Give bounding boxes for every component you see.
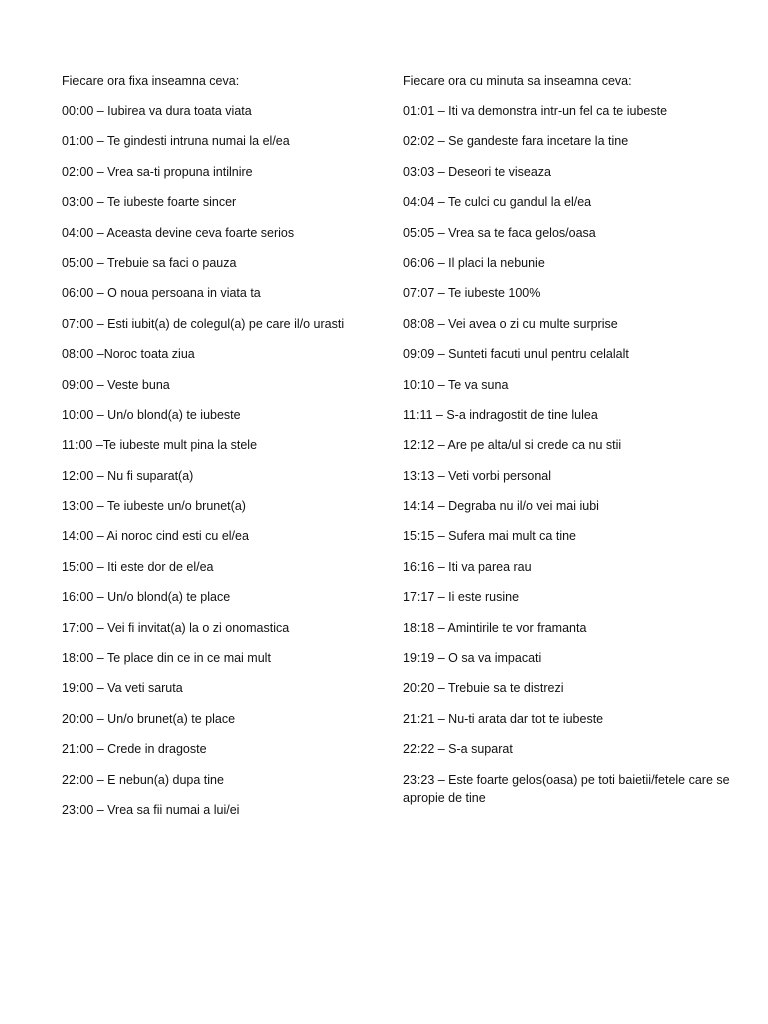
right-list-item: 02:02 – Se gandeste fara incetare la tine xyxy=(403,134,629,149)
right-list-item: 14:14 – Degraba nu il/o vei mai iubi xyxy=(403,499,599,514)
right-list xyxy=(403,102,748,807)
left-list-item: 03:00 – Te iubeste foarte sincer xyxy=(62,195,237,210)
left-list-item: 21:00 – Crede in dragoste xyxy=(62,742,207,757)
left-list-item: 14:00 – Ai noroc cind esti cu el/ea xyxy=(62,529,249,544)
left-list xyxy=(62,102,382,819)
right-list-item: 03:03 – Deseori te viseaza xyxy=(403,164,552,179)
right-list-item: 01:01 – Iti va demonstra intr-un fel ca te iubeste xyxy=(403,104,668,118)
left-list-item: 06:00 – O noua persoana in viata ta xyxy=(62,286,261,301)
right-list-item: 15:15 – Sufera mai mult ca tine xyxy=(403,529,577,544)
left-list-item: 08:00 –Noroc toata ziua xyxy=(62,347,195,362)
right-column xyxy=(403,72,748,819)
right-list-item: 08:08 – Vei avea o zi cu multe surprise xyxy=(403,316,618,331)
right-list-item: 13:13 – Veti vorbi personal xyxy=(403,468,552,483)
left-list-item: 04:00 – Aceasta devine ceva foarte serios xyxy=(62,225,295,240)
right-list-item: 20:20 – Trebuie sa te distrezi xyxy=(403,681,564,696)
left-list-item: 19:00 – Va veti saruta xyxy=(62,681,183,696)
left-list-item: 16:00 – Un/o blond(a) te place xyxy=(62,590,231,605)
left-column xyxy=(62,72,382,831)
right-list-item: 17:17 – Ii este rusine xyxy=(403,590,520,605)
right-list-item: 05:05 – Vrea sa te faca gelos/oasa xyxy=(403,225,596,240)
left-list-item: 17:00 – Vei fi invitat(a) la o zi onomastica xyxy=(62,620,290,635)
left-heading: Fiecare ora fixa inseamna ceva: xyxy=(62,74,240,88)
right-heading: Fiecare ora cu minuta sa inseamna ceva: xyxy=(403,74,632,88)
left-list-item: 11:00 –Te iubeste mult pina la stele xyxy=(62,438,258,453)
left-list-item: 10:00 – Un/o blond(a) te iubeste xyxy=(62,407,241,422)
left-list-item: 05:00 – Trebuie sa faci o pauza xyxy=(62,255,237,270)
left-list-item: 13:00 – Te iubeste un/o brunet(a) xyxy=(62,499,246,514)
left-list-item: 23:00 – Vrea sa fii numai a lui/ei xyxy=(62,802,240,817)
right-list-item: 06:06 – Il placi la nebunie xyxy=(403,255,545,270)
left-list-item: 02:00 – Vrea sa-ti propuna intilnire xyxy=(62,164,253,179)
right-list-item: 16:16 – Iti va parea rau xyxy=(403,559,532,574)
left-list-item: 15:00 – Iti este dor de el/ea xyxy=(62,559,214,574)
left-list-item: 20:00 – Un/o brunet(a) te place xyxy=(62,711,236,726)
left-list-item: 09:00 – Veste buna xyxy=(62,377,170,392)
left-list-item: 22:00 – E nebun(a) dupa tine xyxy=(62,772,224,787)
right-list-item: 12:12 – Are pe alta/ul si crede ca nu stii xyxy=(403,438,622,453)
left-list-item: 00:00 – Iubirea va dura toata viata xyxy=(62,104,252,118)
right-list-item: 11:11 – S-a indragostit de tine lulea xyxy=(403,407,598,422)
right-list-item: 23:23 – Este foarte gelos(oasa) pe toti baietii/fetele care se apropie de tine xyxy=(403,772,730,805)
right-list-item: 04:04 – Te culci cu gandul la el/ea xyxy=(403,195,592,210)
right-list-item: 10:10 – Te va suna xyxy=(403,377,509,392)
right-list-item: 22:22 – S-a suparat xyxy=(403,742,513,757)
left-list-item: 18:00 – Te place din ce in ce mai mult xyxy=(62,651,271,666)
right-list-item: 09:09 – Sunteti facuti unul pentru celalalt xyxy=(403,347,629,362)
left-list-item: 07:00 – Esti iubit(a) de colegul(a) pe care il/o urasti xyxy=(62,316,345,331)
right-list-item: 21:21 – Nu-ti arata dar tot te iubeste xyxy=(403,711,604,726)
left-list-item: 01:00 – Te gindesti intruna numai la el/ea xyxy=(62,134,290,149)
right-list-item: 07:07 – Te iubeste 100% xyxy=(403,286,541,301)
right-list-item: 18:18 – Amintirile te vor framanta xyxy=(403,620,587,635)
left-list-item: 12:00 – Nu fi suparat(a) xyxy=(62,468,194,483)
right-list-item: 19:19 – O sa va impacati xyxy=(403,651,542,666)
